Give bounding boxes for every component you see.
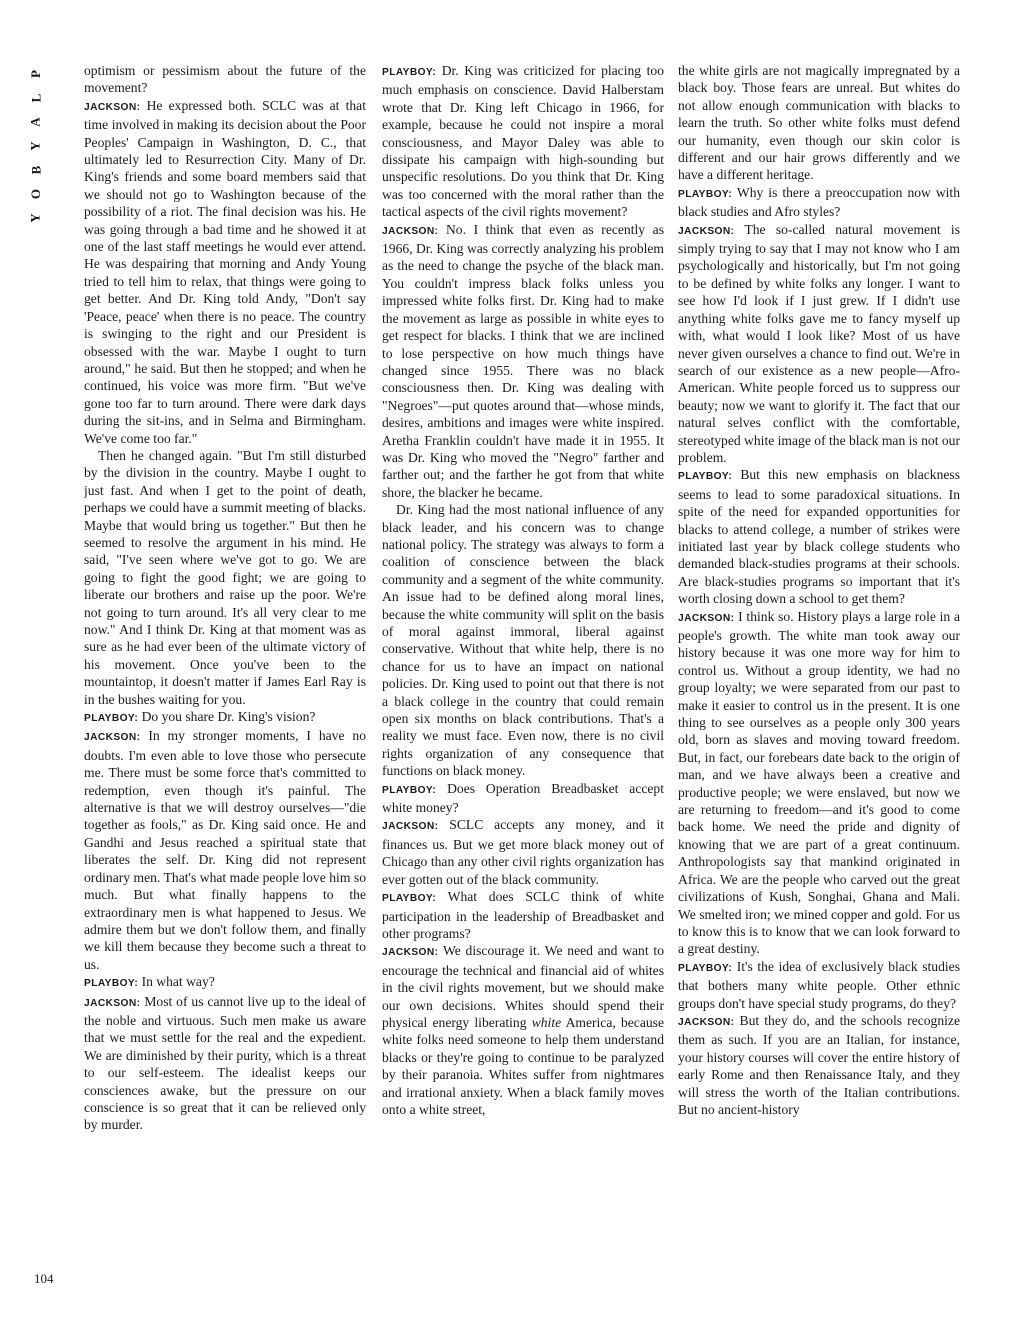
masthead <box>26 62 46 230</box>
emphasis-text: white <box>531 1014 562 1030</box>
paragraph-text: Does Operation Breadbasket accept white money? <box>382 780 664 816</box>
paragraph <box>678 62 960 184</box>
speaker-label: PLAYBOY: <box>678 471 733 483</box>
paragraph-text: optimism or pessimism about the future of the movement? <box>84 63 366 96</box>
paragraph-text: No. I think that even as recently as 1966, Dr. King was correctly analyzing his problem as the need to change the psyche of the black man. You couldn't impress black folks unless you impressed white folks first. Dr. King had to make the movement as large as possible in white eyes to get respect for blacks. I think that we are inclined to lose perspective on how much things have changed since 1955. There was no black consciousness then. Dr. King was dealing with "Negroes"—put quotes around that—whose minds, desires, ambitions and images were white inspired. Aretha Franklin couldn't have made it in 1955. It was Dr. King who moved the "Negro" farther and farther out; and the farther he got from that white shore, the blacker he became. <box>382 221 664 500</box>
text-column-2 <box>382 62 664 1292</box>
paragraph-text: Do you share Dr. King's vision? <box>141 709 316 725</box>
paragraph-text: He expressed both. SCLC was at that time involved in making its decision about the Poor Peoples' Campaign in Washington, D. C., that ultimately led to Resurrection City. Many of Dr. King's friends and some board members said that we should not go to Washington because of the possibility of a riot. The final decision was his. He was going through a bad time and he showed it at one of the last staff meetings he would ever attend. He was despairing that morning and Andy Young tried to tell him to relax, that things were going to get better. And Dr. King told Andy, "Don't say 'Peace, peace' when there is no peace. The country is swinging to the right and our President is obsessed with the war. Maybe I ought to turn around," he said. But then he stopped; and when he continued, his voice was more firm. "But we've gone too far to turn around. There were dark days during the sit-ins, and in Selma and Birmingham. We've come too far." <box>84 97 366 446</box>
paragraph-text: In what way? <box>141 974 215 990</box>
paragraph <box>84 973 366 992</box>
page-number: 104 <box>34 1271 54 1286</box>
paragraph-text: Why is there a preoccupation now with black studies and Afro styles? <box>678 184 960 220</box>
paragraph <box>84 62 366 97</box>
paragraph <box>678 221 960 467</box>
masthead-letter: O <box>28 188 43 200</box>
paragraph-text: Then he changed again. "But I'm still disturbed by the division in the country. Maybe I ought to just fast. And when I get to the point of death, perhaps we could have a summit meeting of blacks. Maybe that would bring us together." But then he seemed to resolve the argument in his mind. He said, "I've seen where we've got to go. We are going to fight the good fight; we are going to liberate our brothers and raise up the poor. We're not going to turn around. It's all very clear to me now." And I think Dr. King at that moment was as sure as he had ever been of the ultimate victory of his movement. Once you've been to the mountaintop, it doesn't matter if James Earl Ray is in the bushes waiting for you. <box>84 447 366 707</box>
paragraph <box>84 727 366 973</box>
text-column-1 <box>84 62 366 1292</box>
masthead-letter: A <box>27 117 43 127</box>
paragraph-text-continued: America, because white folks need someone to help them understand blacks or they're going to continue to be paralyzed by their paranoia. Whites suffer from nightmares and irrational anxiety. When a black family moves onto a white street, <box>382 1014 664 1117</box>
speaker-label: JACKSON: <box>382 821 439 833</box>
paragraph-text: I think so. History plays a large role in a people's growth. The white man took away our history because it was one more way for him to control us. Without a group identity, we had no group loyalty; we were separated from our past to make it easier to control us in the present. It is one thing to see ourselves as a people only 300 years old, born as slaves and moving toward freedom. But, in fact, our forebears date back to the origin of man, and we have always been a creative and productive people; we were enslaved, but now we are returning to freedom—and it's good to come back home. We need the pride and dignity of knowing that we are part of a great continuum. Anthropologists say that mankind originated in Africa. We are the people who carved out the great civilizations of Kush, Songhai, Ghana and Mali. We smelted iron; we mined copper and gold. For us to know this is to know that we can look forward to a great destiny. <box>678 608 960 957</box>
speaker-label: JACKSON: <box>678 612 735 624</box>
speaker-label: JACKSON: <box>84 101 141 113</box>
speaker-label: PLAYBOY: <box>382 67 437 78</box>
paragraph <box>678 466 960 607</box>
paragraph-text: Most of us cannot live up to the ideal of the noble and virtuous. Such men make us aware that we must settle for the real and the expedient. We are diminished by their purity, which is a threat to our self-esteem. The idealist keeps our consciences awake, but the pressure on our conscience is so great that it can be relieved only by murder. <box>84 993 366 1133</box>
paragraph <box>382 780 664 817</box>
paragraph <box>382 221 664 502</box>
paragraph <box>678 1012 960 1118</box>
paragraph <box>382 62 664 221</box>
speaker-label: PLAYBOY: <box>678 962 733 974</box>
paragraph <box>382 888 664 942</box>
masthead-letter: P <box>27 70 43 78</box>
speaker-label: PLAYBOY: <box>382 893 437 905</box>
paragraph-text: We discourage it. We need and want to encourage the technical and financial aid of whites in the civil rights movement, but we should make our own decisions. Whites should spend their physical energy liberating <box>382 943 664 1030</box>
paragraph-text: It's the idea of exclusively black studies that bothers many white people. Other ethnic groups don't have special study programs, do they? <box>678 958 960 1011</box>
masthead-letter: Y <box>27 213 43 223</box>
speaker-label: JACKSON: <box>382 947 439 959</box>
speaker-label: PLAYBOY: <box>678 188 733 200</box>
paragraph <box>678 608 960 958</box>
paragraph-text: SCLC accepts any money, and it finances us. But we get more black money out of Chicago than any other civil rights organization has ever gotten out of the black community. <box>382 817 664 887</box>
text-column-3 <box>678 62 960 1292</box>
paragraph-text: In my stronger moments, I have no doubts. I'm even able to love those who persecute me. There must be some force that's committed to redemption, even though it's painful. The alternative is that we will destroy ourselves—"die together as fools," as Dr. King said once. He and Gandhi and Jesus reached a spiritual state that liberates the self. Dr. King did not represent ordinary men. That's what made people love him so much. But what finally happens to the extraordinary men is what happened to Jesus. We admire them but we don't follow them, and finally we kill them because they become such a threat to us. <box>84 728 366 972</box>
speaker-label: JACKSON: <box>84 732 141 744</box>
speaker-label: JACKSON: <box>382 225 439 237</box>
speaker-label: PLAYBOY: <box>84 978 139 990</box>
paragraph-text: the white girls are not magically impregnated by a black boy. Those fears are unreal. But whites do not allow enough communication with blacks to learn the truth. So other white folks must defend our humanity, even though our skin color is different and our hair grows differently and we have a different heritage. <box>678 63 960 183</box>
paragraph-text: But this new emphasis on blackness seems to lead to some paradoxical situations. In spite of the need for expanded opportunities for blacks to attend college, a number of strikes were initiated last year by black college students who demanded black-studies programs at their schools. Are black-studies programs so important that it's worth closing down a school to get them? <box>678 467 960 607</box>
paragraph-text: Dr. King was criticized for placing too much emphasis on conscience. David Halberstam wrote that Dr. King left Chicago in 1966, for example, because he could not inspire a moral consciousness, and Mayor Daley was able to dissipate his campaign with high-sounding but unspecific resolutions. Do you think that Dr. King was too concerned with the moral rather than the tactical aspects of the civil rights movement? <box>382 63 664 220</box>
paragraph <box>382 816 664 888</box>
paragraph-text: What does SCLC think of white participation in the leadership of Breadbasket and other programs? <box>382 889 664 941</box>
paragraph <box>84 708 366 727</box>
speaker-label: PLAYBOY: <box>84 713 139 725</box>
paragraph <box>382 942 664 1118</box>
speaker-label: JACKSON: <box>84 997 141 1009</box>
masthead-letter: L <box>27 93 43 103</box>
paragraph-text: The so-called natural movement is simply trying to say that I may not know who I am psychologically and historically, but I'm not going to be defined by white folks any longer. I want to see how I'd look if I just grew. If I didn't use anything white folks gave me to fancy myself up with, what would I look like? Most of us have never given ourselves a chance to find out. We're in search of our existence as a new people—Afro-American. White people forced us to suppress our beauty; now we want to glorify it. The fact that our natural selves conflict with the comfortable, stereotyped white image of the black man is not our problem. <box>678 221 960 465</box>
speaker-label: JACKSON: <box>678 1016 735 1028</box>
paragraph <box>84 97 366 447</box>
paragraph-text: Dr. King had the most national influence of any black leader, and his concern was to change national policy. The strategy was always to form a coalition of conscience between the black community and a segment of the white community. An issue had to be defined along moral lines, because the white community will split on the basis of moral against immoral, liberal against conservative. Without that white help, there is no chance for us to have an impact on national policies. Dr. King used to point out that there is not a black college in the country that could remain open six months on black contributions. That's a reality we must face. Even now, there is no civil rights organization of any consequence that functions on black money. <box>382 502 664 779</box>
paragraph <box>84 447 366 708</box>
paragraph <box>678 958 960 1012</box>
paragraph <box>84 993 366 1134</box>
paragraph-text: But they do, and the schools recognize them as such. If you are an Italian, for instance, your history courses will cover the entire history of early Rome and then Renaissance Italy, and they will stress the worth of the Italian contributions. But no ancient-history <box>678 1012 960 1117</box>
paragraph <box>678 184 960 221</box>
masthead-letter: B <box>27 165 43 175</box>
masthead-letter: Y <box>27 141 43 151</box>
paragraph <box>382 501 664 780</box>
speaker-label: JACKSON: <box>678 225 735 237</box>
speaker-label: PLAYBOY: <box>382 784 437 796</box>
